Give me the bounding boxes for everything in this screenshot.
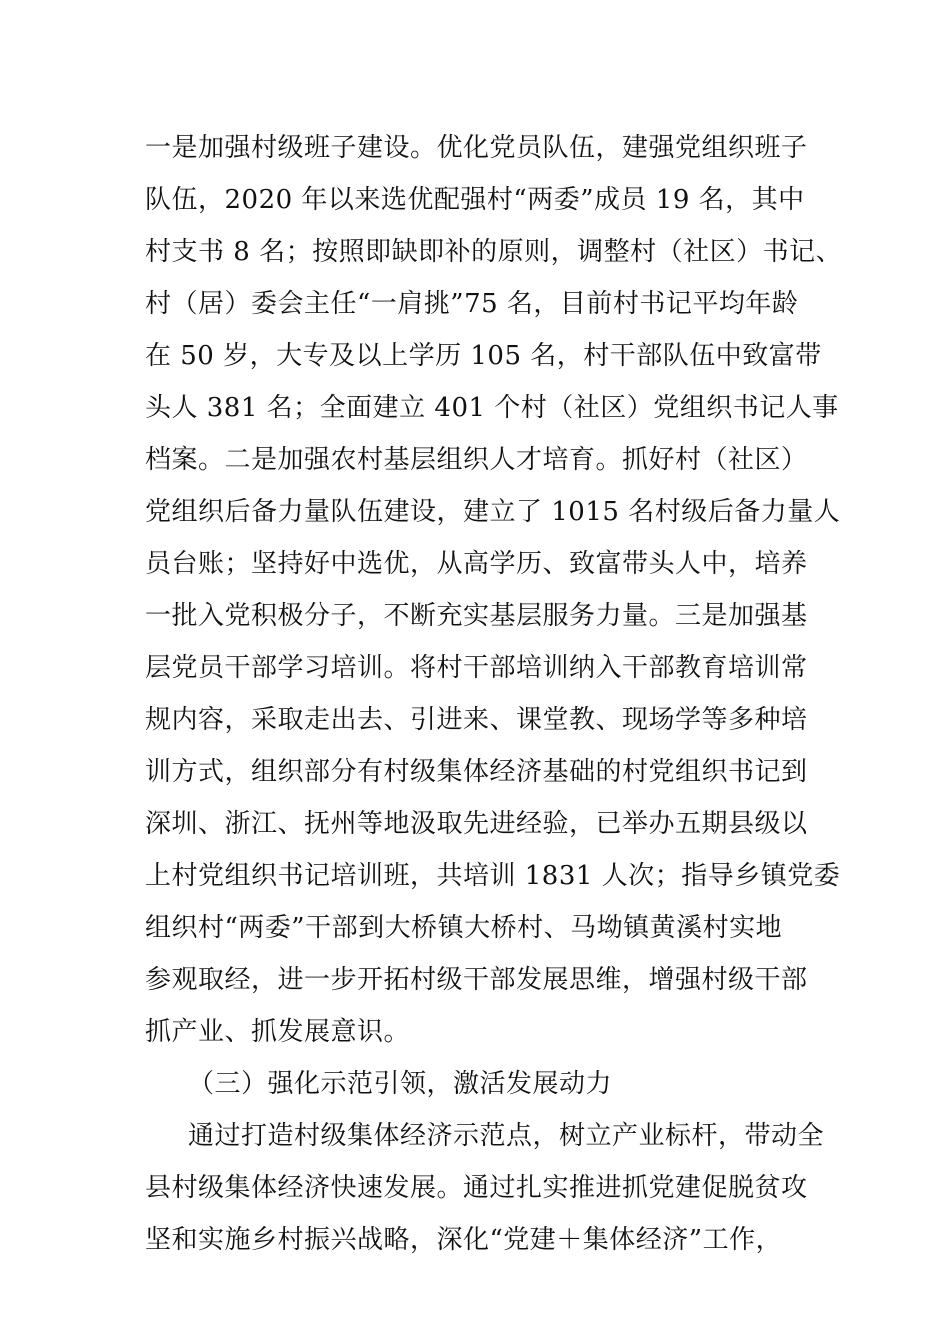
text-line: 县村级集体经济快速发展。通过扎实推进抓党建促脱贫攻	[145, 1173, 808, 1203]
text-line: 档案。二是加强农村基层组织人才培育。抓好村（社区）	[145, 445, 808, 475]
text-line: 上村党组织书记培训班，共培训 1831 人次；指导乡镇党委	[145, 861, 841, 891]
text-line: 村支书 8 名；按照即缺即补的原则，调整村（社区）书记、	[145, 237, 843, 267]
text-line: 头人 381 名；全面建立 401 个村（社区）党组织书记人事	[145, 393, 839, 423]
text-line: 规内容，采取走出去、引进来、课堂教、现场学等多种培	[145, 705, 808, 735]
section-heading: （三）强化示范引领，激活发展动力	[188, 1069, 613, 1099]
text-line: 党组织后备力量队伍建设，建立了 1015 名村级后备力量人	[145, 497, 841, 527]
text-line: 在 50 岁，大专及以上学历 105 名，村干部队伍中致富带	[145, 341, 822, 371]
text-line: 队伍，2020 年以来选优配强村“两委”成员 19 名，其中	[145, 185, 805, 215]
text-line: 参观取经，进一步开拓村级干部发展思维，增强村级干部	[145, 965, 808, 995]
text-line: 一是加强村级班子建设。优化党员队伍，建强党组织班子	[145, 133, 808, 163]
text-line: 训方式，组织部分有村级集体经济基础的村党组织书记到	[145, 757, 808, 787]
text-line: 抓产业、抓发展意识。	[145, 1017, 411, 1047]
text-line: 村（居）委会主任“一肩挑”75 名，目前村书记平均年龄	[145, 289, 799, 319]
text-line: 员台账；坚持好中选优，从高学历、致富带头人中，培养	[145, 549, 808, 579]
text-line: 一批入党积极分子，不断充实基层服务力量。三是加强基	[145, 601, 808, 631]
text-line: 坚和实施乡村振兴战略，深化“党建＋集体经济”工作，	[145, 1225, 783, 1255]
text-line: 深圳、浙江、抚州等地汲取先进经验，已举办五期县级以	[145, 809, 808, 839]
text-line: 层党员干部学习培训。将村干部培训纳入干部教育培训常	[145, 653, 808, 683]
text-line: 组织村“两委”干部到大桥镇大桥村、马坳镇黄溪村实地	[145, 913, 783, 943]
text-line: 通过打造村级集体经济示范点，树立产业标杆，带动全	[188, 1121, 825, 1151]
